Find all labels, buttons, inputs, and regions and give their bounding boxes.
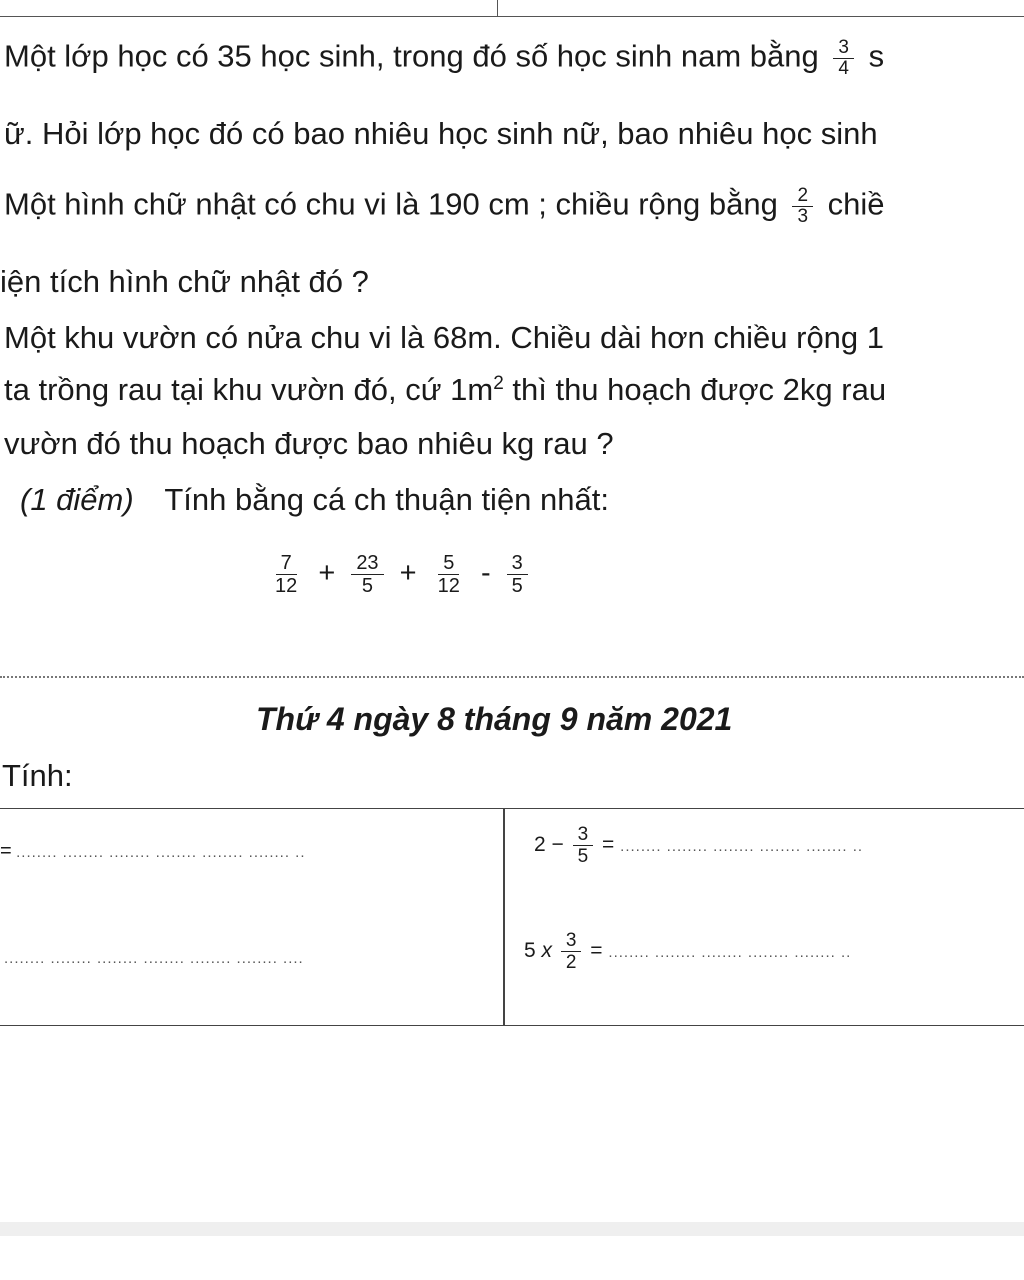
problem-4-line: (1 điểm) Tính bằng cá ch thuận tiện nhất: — [20, 482, 609, 517]
top-rule — [0, 16, 1024, 17]
date-heading: Thứ 4 ngày 8 tháng 9 năm 2021 — [256, 701, 733, 737]
problem-1-line-2: ữ. Hỏi lớp học đó có bao nhiêu học sinh nữ, bao nhiêu học sinh — [4, 116, 878, 151]
tinh-label: Tính: — [2, 758, 73, 793]
dotted-separator — [0, 676, 1024, 678]
table-column-divider — [503, 808, 505, 1026]
left-row-1: = ........ ........ ........ ........ ........ ........ .. — [0, 840, 306, 862]
problem-3-line-2: ta trồng rau tại khu vườn đó, cứ $1m^2$ thì thu hoạch được 2kg rau — [4, 372, 887, 407]
left-row-2: ........ ........ ........ ........ ........ ........ .... — [4, 950, 304, 967]
top-column-divider — [497, 0, 498, 17]
problem-3-line-1: Một khu vườn có nửa chu vi là 68m. Chiều dài hơn chiều rộng 1 — [4, 320, 885, 355]
problem-2-line-1: Một hình chữ nhật có chu vi là 190 cm ; chiều rộng bằng $\frac{2}{3}$ chiề — [4, 185, 885, 227]
problem-2-line-2: iện tích hình chữ nhật đó ? — [0, 264, 369, 299]
points-label: (1 điểm) — [20, 482, 134, 517]
bottom-bar — [0, 1222, 1024, 1236]
right-row-1: 2 − $\frac{3}{5}$ = ........ ........ ........ ........ ........ .. — [534, 824, 864, 867]
fraction-expression: $\frac{7}{12}$ + $\frac{23}{5}$ + $\frac{5}{12}$ - $\frac{3}{5}$ — [262, 552, 536, 597]
problem-3-line-3: vườn đó thu hoạch được bao nhiêu kg rau ? — [4, 426, 614, 461]
problem-1-line-1: Một lớp học có 35 học sinh, trong đó số học sinh nam bằng $\frac{3}{4}$ s — [4, 37, 885, 79]
fraction-three-quarters: $\frac{3}{4}$ — [833, 38, 854, 79]
right-row-2: 5 x $\frac{3}{2}$ = ........ ........ ........ ........ ........ .. — [524, 930, 852, 973]
fraction-two-thirds: $\frac{2}{3}$ — [792, 186, 813, 227]
